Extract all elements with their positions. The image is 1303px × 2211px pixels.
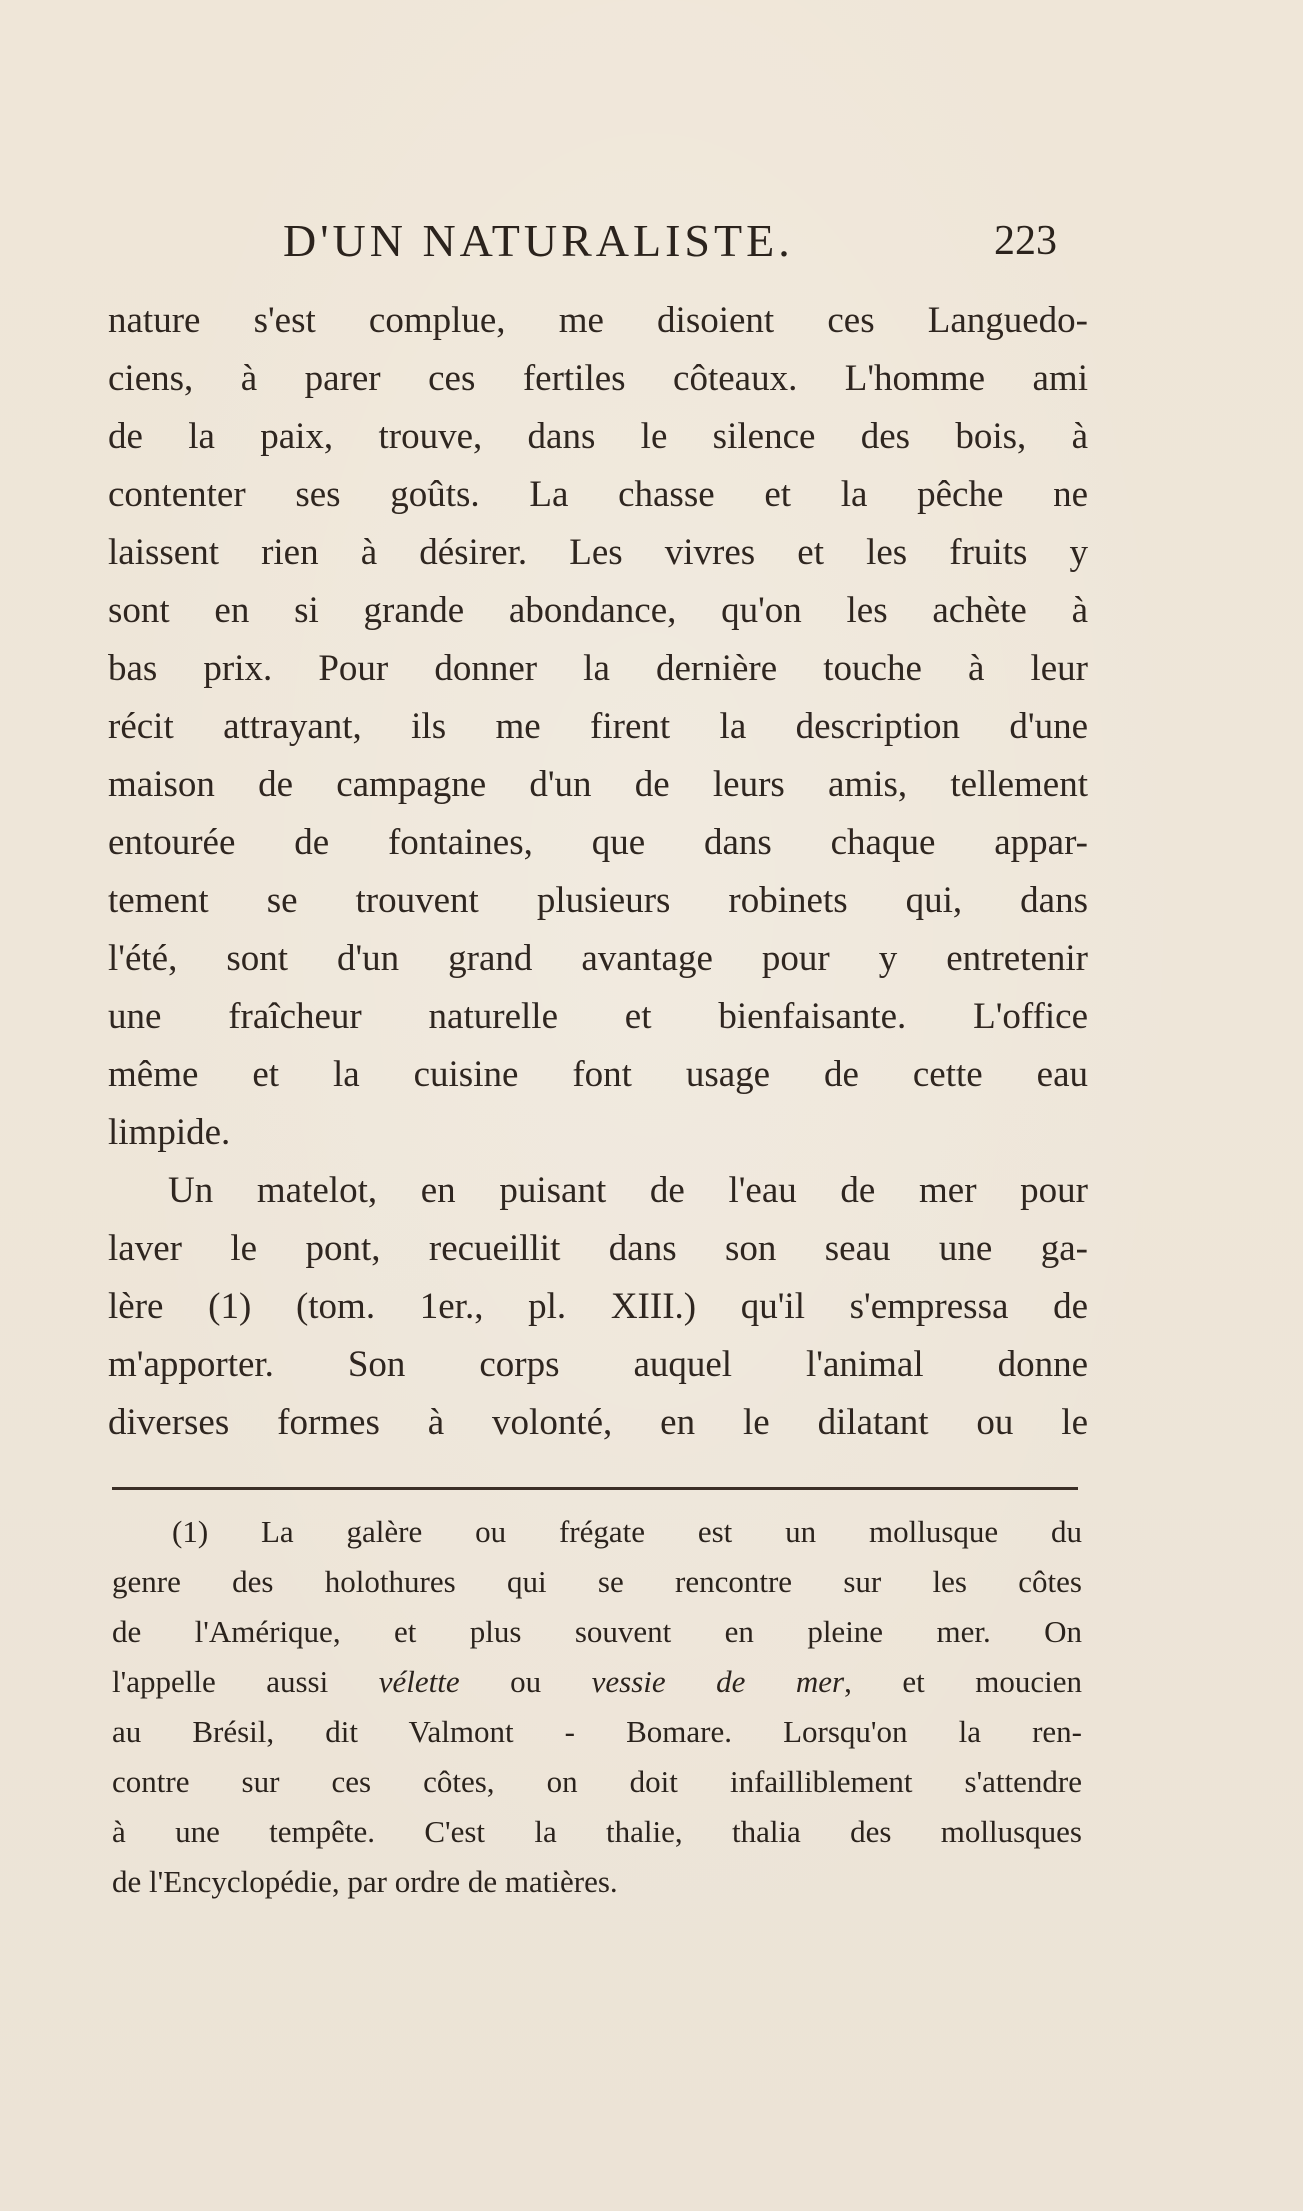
footnote-italic-term: vélette: [378, 1664, 460, 1699]
text-line: de la paix, trouve, dans le silence des bois, à: [108, 416, 1088, 457]
footnote-text: l'appelle aussi: [112, 1664, 379, 1699]
text-line: diverses formes à volonté, en le dilatant ou le: [108, 1402, 1088, 1443]
text-line: récit attrayant, ils me firent la description d'une: [108, 706, 1088, 747]
page-header: [0, 211, 1303, 271]
text-line: entourée de fontaines, que dans chaque appar-: [108, 822, 1088, 863]
text-line: contenter ses goûts. La chasse et la pêche ne: [108, 474, 1088, 515]
text-line: m'apporter. Son corps auquel l'animal donne: [108, 1344, 1088, 1385]
text-line: maison de campagne d'un de leurs amis, tellement: [108, 764, 1088, 805]
text-line: laver le pont, recueillit dans son seau une ga-: [108, 1228, 1088, 1269]
text-line: même et la cuisine font usage de cette eau: [108, 1054, 1088, 1095]
footnote-italic-term: vessie de mer: [591, 1664, 845, 1699]
footnote-text: , et moucien: [844, 1664, 1082, 1699]
text-line: nature s'est complue, me disoient ces Languedo-: [108, 300, 1088, 341]
main-text-block: [108, 292, 1088, 1452]
footnote-line: au Brésil, dit Valmont - Bomare. Lorsqu'on la ren-: [112, 1714, 1082, 1749]
text-line: bas prix. Pour donner la dernière touche à leur: [108, 648, 1088, 689]
text-line: limpide.: [108, 1112, 231, 1153]
running-head: D'UN NATURALISTE.: [283, 215, 794, 266]
footnote-separator-rule: [112, 1487, 1078, 1490]
text-line: l'été, sont d'un grand avantage pour y entretenir: [108, 938, 1088, 979]
text-line: tement se trouvent plusieurs robinets qui, dans: [108, 880, 1088, 921]
footnote-line: (1) La galère ou frégate est un mollusque du: [172, 1514, 1082, 1549]
text-line: une fraîcheur naturelle et bienfaisante. L'office: [108, 996, 1088, 1037]
footnote-line: à une tempête. C'est la thalie, thalia des mollusques: [112, 1814, 1082, 1849]
footnote-text: ou: [459, 1664, 592, 1699]
footnote-block: [112, 1507, 1082, 1907]
footnote-line-with-italics: [112, 1657, 1082, 1707]
footnote-line: genre des holothures qui se rencontre sur les côtes: [112, 1564, 1082, 1599]
page-number: 223: [994, 218, 1057, 264]
footnote-line: de l'Amérique, et plus souvent en pleine mer. On: [112, 1614, 1082, 1649]
footnote-line: de l'Encyclopédie, par ordre de matières.: [112, 1864, 618, 1899]
text-line: lère (1) (tom. 1er., pl. XIII.) qu'il s'empressa de: [108, 1286, 1088, 1327]
footnote-line: contre sur ces côtes, on doit infailliblement s'attendre: [112, 1764, 1082, 1799]
text-line: Un matelot, en puisant de l'eau de mer pour: [168, 1170, 1088, 1211]
text-line: sont en si grande abondance, qu'on les achète à: [108, 590, 1088, 631]
text-line: ciens, à parer ces fertiles côteaux. L'homme ami: [108, 358, 1088, 399]
text-line: laissent rien à désirer. Les vivres et les fruits y: [108, 532, 1088, 573]
